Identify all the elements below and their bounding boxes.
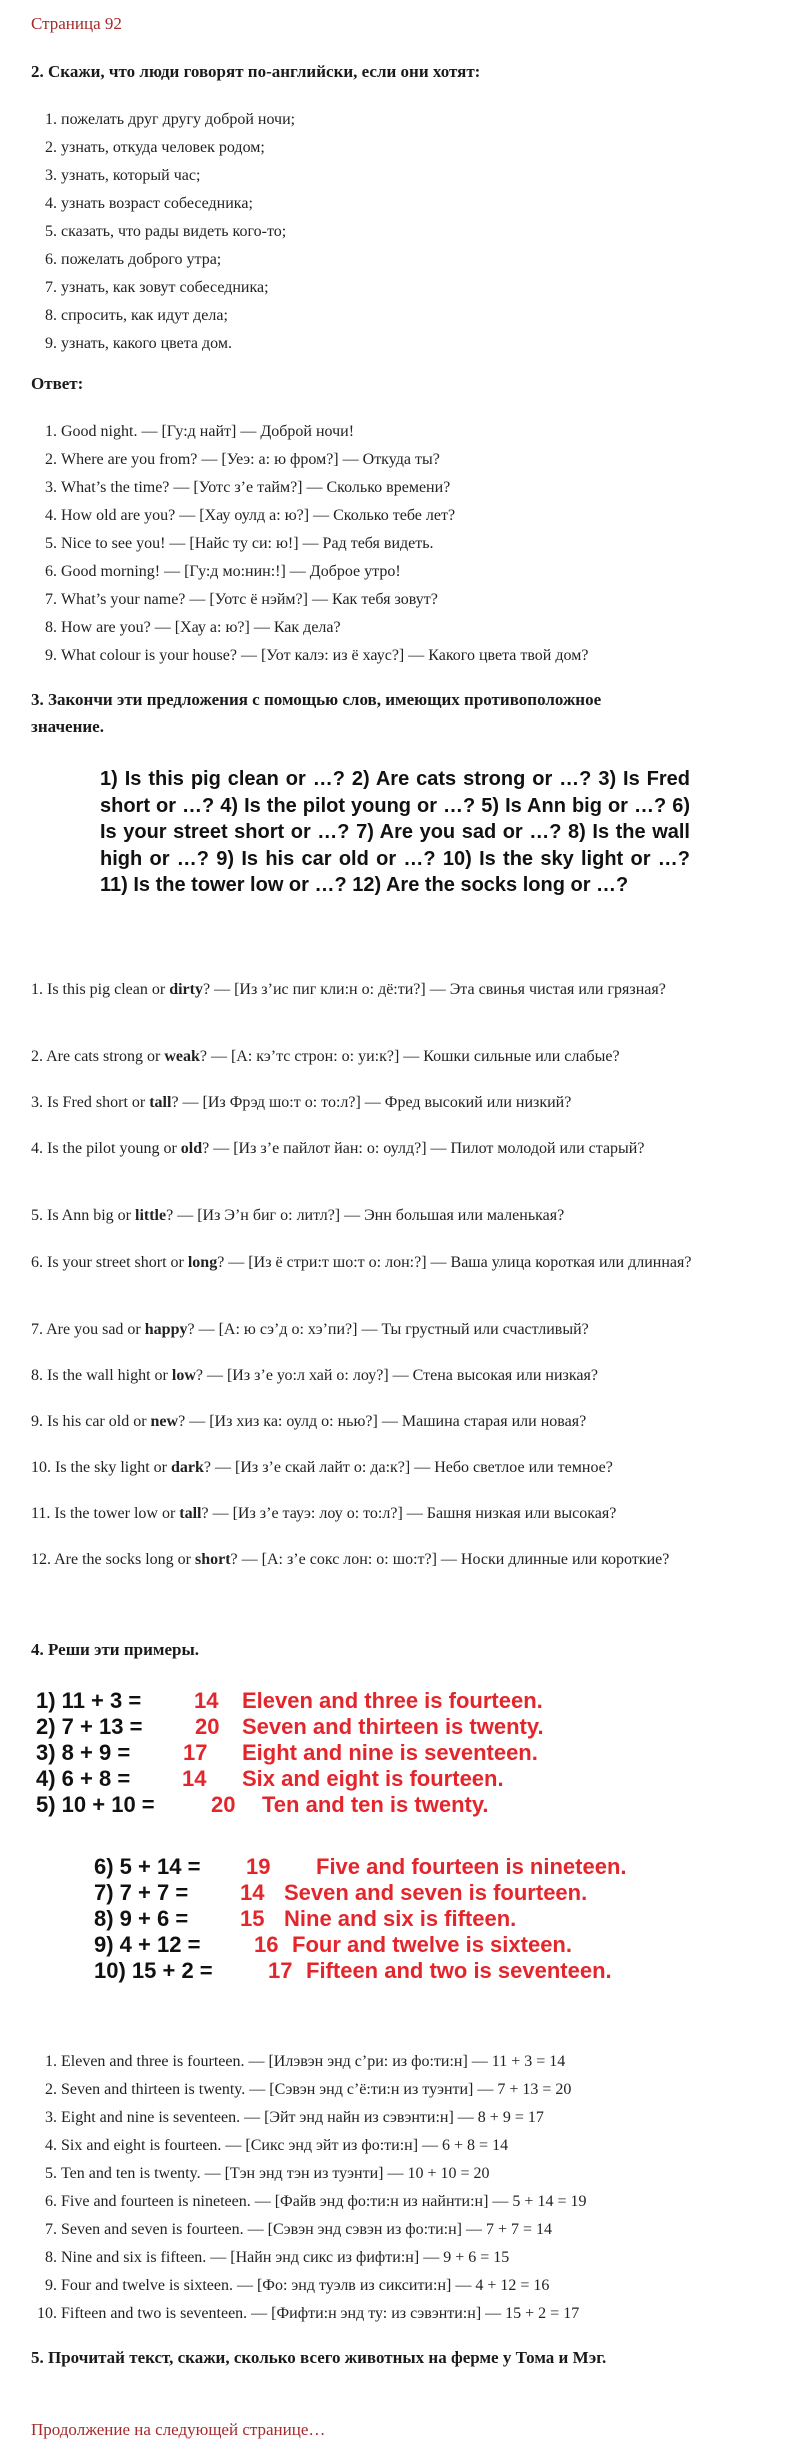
wish-item: 2. узнать, откуда человек родом; — [61, 134, 295, 162]
answer-item: 4. How old are you? — [Хау оулд а: ю?] — Сколько тебе лет? — [61, 502, 588, 530]
opposite-answer — [31, 1546, 761, 1573]
translation-text: ? — [Из ё стри:т шо:т о: лон:?] — Ваша улица короткая или длинная? — [217, 1254, 692, 1271]
question-text: 5. Is Ann big or — [31, 1207, 135, 1224]
math-answer: 15 — [240, 1906, 265, 1931]
page-number-link[interactable]: Страница 92 — [31, 14, 122, 33]
math-sentence: Nine and six is fifteen. — [284, 1906, 517, 1931]
answer-item: 5. Nice to see you! — [Найс ту си: ю!] — Рад тебя видеть. — [61, 530, 588, 558]
math-equation: 8) 9 + 6 = — [94, 1906, 189, 1931]
translation-text: ? — [Из хиз ка: оулд о: нью?] — Машина старая или новая? — [178, 1413, 587, 1430]
math-answer-item: 9. Four and twelve is sixteen. — [Фо: энд туэлв из сиксити:н] — 4 + 12 = 16 — [61, 2272, 586, 2300]
opposite-answer — [31, 1362, 761, 1389]
math-sentence: Seven and thirteen is twenty. — [242, 1714, 544, 1739]
math-sentence: Six and eight is fourteen. — [242, 1766, 504, 1791]
math-answer-item: 5. Ten and ten is twenty. — [Тэн энд тэн из туэнти] — 10 + 10 = 20 — [61, 2160, 586, 2188]
math-answer: 19 — [246, 1854, 271, 1879]
opposite-answer — [31, 1316, 761, 1343]
math-equation: 9) 4 + 12 = — [94, 1932, 201, 1957]
math-answer-item: 10. Fifteen and two is seventeen. — [Фифти:н энд ту: из сэвэнти:н] — 15 + 2 = 17 — [61, 2300, 586, 2328]
question-text: 7. Are you sad or — [31, 1321, 145, 1338]
translation-text: ? — [Из Фрэд шо:т о: то:л?] — Фред высокий или низкий? — [171, 1094, 572, 1111]
math-answer-item: 8. Nine and six is fifteen. — [Найн энд сикс из фифти:н] — 9 + 6 = 15 — [61, 2244, 586, 2272]
task3-exercise-image: 1) Is this pig clean or …? 2) Are cats strong or …? 3) Is Fred short or …? 4) Is the pilot young or …? 5) Is Ann big or …? 6) Is your street short or …? 7) Are you sad or …? 8) Is the wall high or …? 9) Is his car old or …? 10) Is the sky light or …? 11) Is the tower low or …? 12) Are the socks long or …? — [100, 768, 690, 896]
question-text: 10. Is the sky light or — [31, 1459, 171, 1476]
translation-text: ? — [Из з’е пайлот йан: о: оулд?] — Пилот молодой или старый? — [202, 1140, 645, 1157]
task4-answer-list — [21, 2048, 586, 2328]
opposite-word: short — [194, 1551, 231, 1568]
math-equation: 3) 8 + 9 = — [36, 1740, 131, 1765]
translation-text: ? — [Из з’ис пиг кли:н о: дё:ти?] — Эта свинья чистая или грязная? — [202, 981, 666, 998]
question-text: 9. Is his car old or — [31, 1413, 151, 1430]
opposite-answer — [31, 1454, 761, 1481]
opposite-answer — [31, 1408, 761, 1435]
math-answer-item: 7. Seven and seven is fourteen. — [Сэвэн энд сэвэн из фо:ти:н] — 7 + 7 = 14 — [61, 2216, 586, 2244]
opposite-word: dark — [171, 1459, 204, 1476]
question-text: 3. Is Fred short or — [31, 1094, 150, 1111]
question-text: 8. Is the wall hight or — [31, 1367, 172, 1384]
translation-text: ? — [Из з’е тауэ: лоу о: то:л?] — Башня низкая или высокая? — [201, 1505, 617, 1522]
math-equation: 2) 7 + 13 = — [36, 1714, 143, 1739]
wish-item: 4. узнать возраст собеседника; — [61, 190, 295, 218]
answer-item: 3. What’s the time? — [Уотс з’е тайм?] — Сколько времени? — [61, 474, 588, 502]
opposite-word: tall — [149, 1094, 172, 1111]
math-answer: 16 — [254, 1932, 279, 1957]
answer-item: 7. What’s your name? — [Уотс ё нэйм?] — Как тебя зовут? — [61, 586, 588, 614]
question-text: 4. Is the pilot young or — [31, 1140, 181, 1157]
wish-item: 1. пожелать друг другу доброй ночи; — [61, 106, 295, 134]
question-text: 12. Are the socks long or — [31, 1551, 195, 1568]
answer-item: 1. Good night. — [Гу:д найт] — Доброй ночи! — [61, 418, 588, 446]
math-sentence: Eight and nine is seventeen. — [242, 1740, 538, 1765]
math-equation: 5) 10 + 10 = — [36, 1792, 155, 1817]
math-answer: 14 — [240, 1880, 265, 1905]
opposite-answer — [31, 1249, 761, 1276]
wish-item: 5. сказать, что рады видеть кого-то; — [61, 218, 295, 246]
opposite-answer — [31, 1089, 761, 1116]
math-sentence: Fifteen and two is seventeen. — [306, 1958, 612, 1983]
math-answer-item: 6. Five and fourteen is nineteen. — [Файв энд фо:ти:н из найнти:н] — 5 + 14 = 19 — [61, 2188, 586, 2216]
math-equation: 4) 6 + 8 = — [36, 1766, 131, 1791]
wish-item: 3. узнать, который час; — [61, 162, 295, 190]
task5-heading: 5. Прочитай текст, скажи, сколько всего животных на ферме у Тома и Мэг. — [31, 2348, 607, 2367]
math-sentence: Four and twelve is sixteen. — [292, 1932, 572, 1957]
task3-heading: 3. Закончи эти предложения с помощью слов, имеющих противоположное значение. — [31, 690, 602, 736]
opposite-word: long — [187, 1254, 218, 1271]
math-answer-item: 2. Seven and thirteen is twenty. — [Сэвэн энд с’ё:ти:н из туэнти] — 7 + 13 = 20 — [61, 2076, 586, 2104]
wish-item: 7. узнать, как зовут собеседника; — [61, 274, 295, 302]
math-answer: 20 — [211, 1792, 236, 1817]
opposite-answer — [31, 1135, 761, 1162]
opposite-answer — [31, 1202, 761, 1229]
math-sentence: Seven and seven is fourteen. — [284, 1880, 588, 1905]
math-answer-item: 1. Eleven and three is fourteen. — [Илэвэн энд с’ри: из фо:ти:н] — 11 + 3 = 14 — [61, 2048, 586, 2076]
translation-text: ? — [Из з’е скай лайт о: да:к?] — Небо светлое или темное? — [203, 1459, 613, 1476]
opposite-word: little — [135, 1207, 167, 1224]
math-answer-item: 4. Six and eight is fourteen. — [Сикс энд эйт из фо:ти:н] — 6 + 8 = 14 — [61, 2132, 586, 2160]
math-equation: 1) 11 + 3 = — [36, 1688, 142, 1713]
wish-item: 8. спросить, как идут дела; — [61, 302, 295, 330]
opposite-word: dirty — [169, 981, 203, 998]
task2-answer-list — [21, 418, 588, 670]
answer-item: 6. Good morning! — [Гу:д мо:нин:!] — Доброе утро! — [61, 558, 588, 586]
math-equation: 10) 15 + 2 = — [94, 1958, 213, 1983]
math-answer: 20 — [195, 1714, 220, 1739]
math-sentence: Five and fourteen is nineteen. — [316, 1854, 627, 1879]
wish-item: 6. пожелать доброго утра; — [61, 246, 295, 274]
math-sentence: Ten and ten is twenty. — [262, 1792, 489, 1817]
opposite-word: new — [150, 1413, 179, 1430]
opposite-word: old — [180, 1140, 203, 1157]
opposite-answer — [31, 1043, 761, 1070]
opposite-answer — [31, 976, 761, 1003]
math-answer: 17 — [183, 1740, 208, 1765]
answer-item: 2. Where are you from? — [Уеэ: а: ю фром?] — Откуда ты? — [61, 446, 588, 474]
question-text: 6. Is your street short or — [31, 1254, 188, 1271]
opposite-word: tall — [179, 1505, 202, 1522]
question-text: 1. Is this pig clean or — [31, 981, 170, 998]
translation-text: ? — [А: ю сэ’д о: хэ’пи?] — Ты грустный или счастливый? — [187, 1321, 589, 1338]
math-answer: 14 — [182, 1766, 207, 1791]
continue-link[interactable]: Продолжение на следующей странице… — [31, 2420, 326, 2439]
translation-text: ? — [А: кэ’тс строн: о: уи:к?] — Кошки сильные или слабые? — [199, 1048, 620, 1065]
math-equation: 6) 5 + 14 = — [94, 1854, 201, 1879]
translation-text: ? — [А: з’е сокс лон: о: шо:т?] — Носки длинные или короткие? — [230, 1551, 670, 1568]
translation-text: ? — [Из Э’н биг о: литл?] — Энн большая или маленькая? — [166, 1207, 565, 1224]
answer-item: 8. How are you? — [Хау а: ю?] — Как дела? — [61, 614, 588, 642]
wish-item: 9. узнать, какого цвета дом. — [61, 330, 295, 358]
opposite-word: weak — [164, 1048, 200, 1065]
math-answer: 14 — [194, 1688, 219, 1713]
answer-item: 9. What colour is your house? — [Уот калэ: из ё хаус?] — Какого цвета твой дом? — [61, 642, 588, 670]
task2-heading: 2. Скажи, что люди говорят по-английски, если они хотят: — [31, 62, 481, 81]
math-equation: 7) 7 + 7 = — [94, 1880, 189, 1905]
opposite-word: happy — [144, 1321, 188, 1338]
math-answer: 17 — [268, 1958, 293, 1983]
question-text: 2. Are cats strong or — [31, 1048, 165, 1065]
translation-text: ? — [Из з’е уо:л хай о: лоу?] — Стена высокая или низкая? — [195, 1367, 598, 1384]
answer-label: Ответ: — [31, 374, 84, 393]
opposite-word: low — [171, 1367, 196, 1384]
question-text: 11. Is the tower low or — [31, 1505, 180, 1522]
task2-list — [21, 106, 295, 358]
opposite-answer — [31, 1500, 761, 1527]
math-sentence: Eleven and three is fourteen. — [242, 1688, 543, 1713]
task4-heading: 4. Реши эти примеры. — [31, 1640, 199, 1659]
math-answer-item: 3. Eight and nine is seventeen. — [Эйт энд найн из сэвэнти:н] — 8 + 9 = 17 — [61, 2104, 586, 2132]
